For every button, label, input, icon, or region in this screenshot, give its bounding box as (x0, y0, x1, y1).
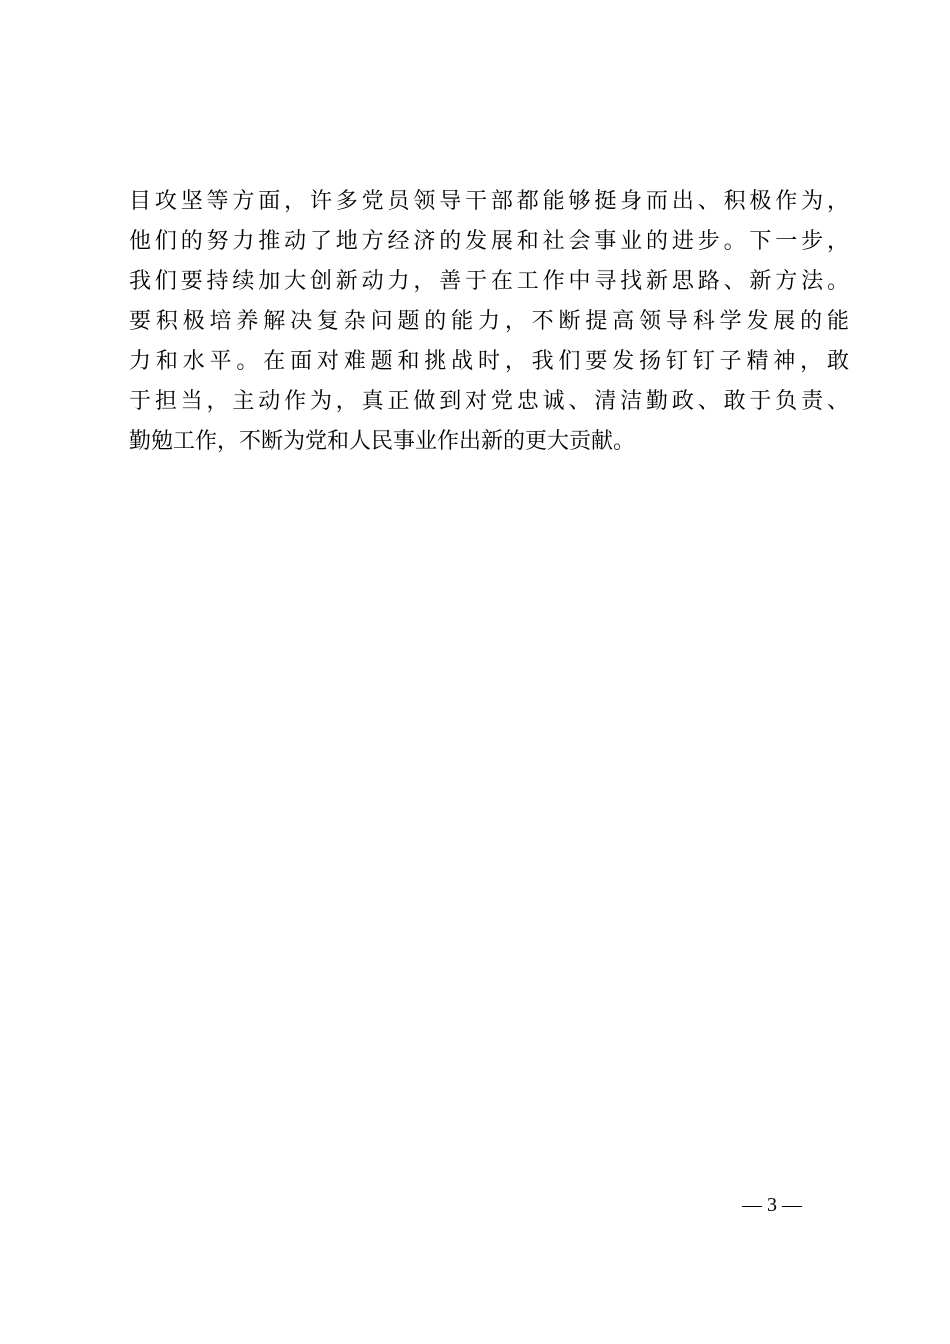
paragraph-line: 我们要持续加大创新动力，善于在工作中寻找新思路、新方法。 (129, 269, 849, 294)
paragraph-line: 勤勉工作，不断为党和人民事业作出新的更大贡献。 (129, 429, 636, 454)
paragraph-line: 目攻坚等方面，许多党员领导干部都能够挺身而出、积极作为， (129, 189, 849, 214)
page-number: — 3 — (742, 1194, 802, 1216)
paragraph-line: 于担当，主动作为，真正做到对党忠诚、清洁勤政、敢于负责、 (129, 389, 849, 414)
paragraph-line: 他们的努力推动了地方经济的发展和社会事业的进步。下一步， (129, 229, 849, 254)
body-paragraph (129, 182, 849, 462)
paragraph-line: 要积极培养解决复杂问题的能力，不断提高领导科学发展的能 (129, 309, 849, 334)
paragraph-line: 力和水平。在面对难题和挑战时，我们要发扬钉钉子精神，敢 (129, 349, 849, 374)
